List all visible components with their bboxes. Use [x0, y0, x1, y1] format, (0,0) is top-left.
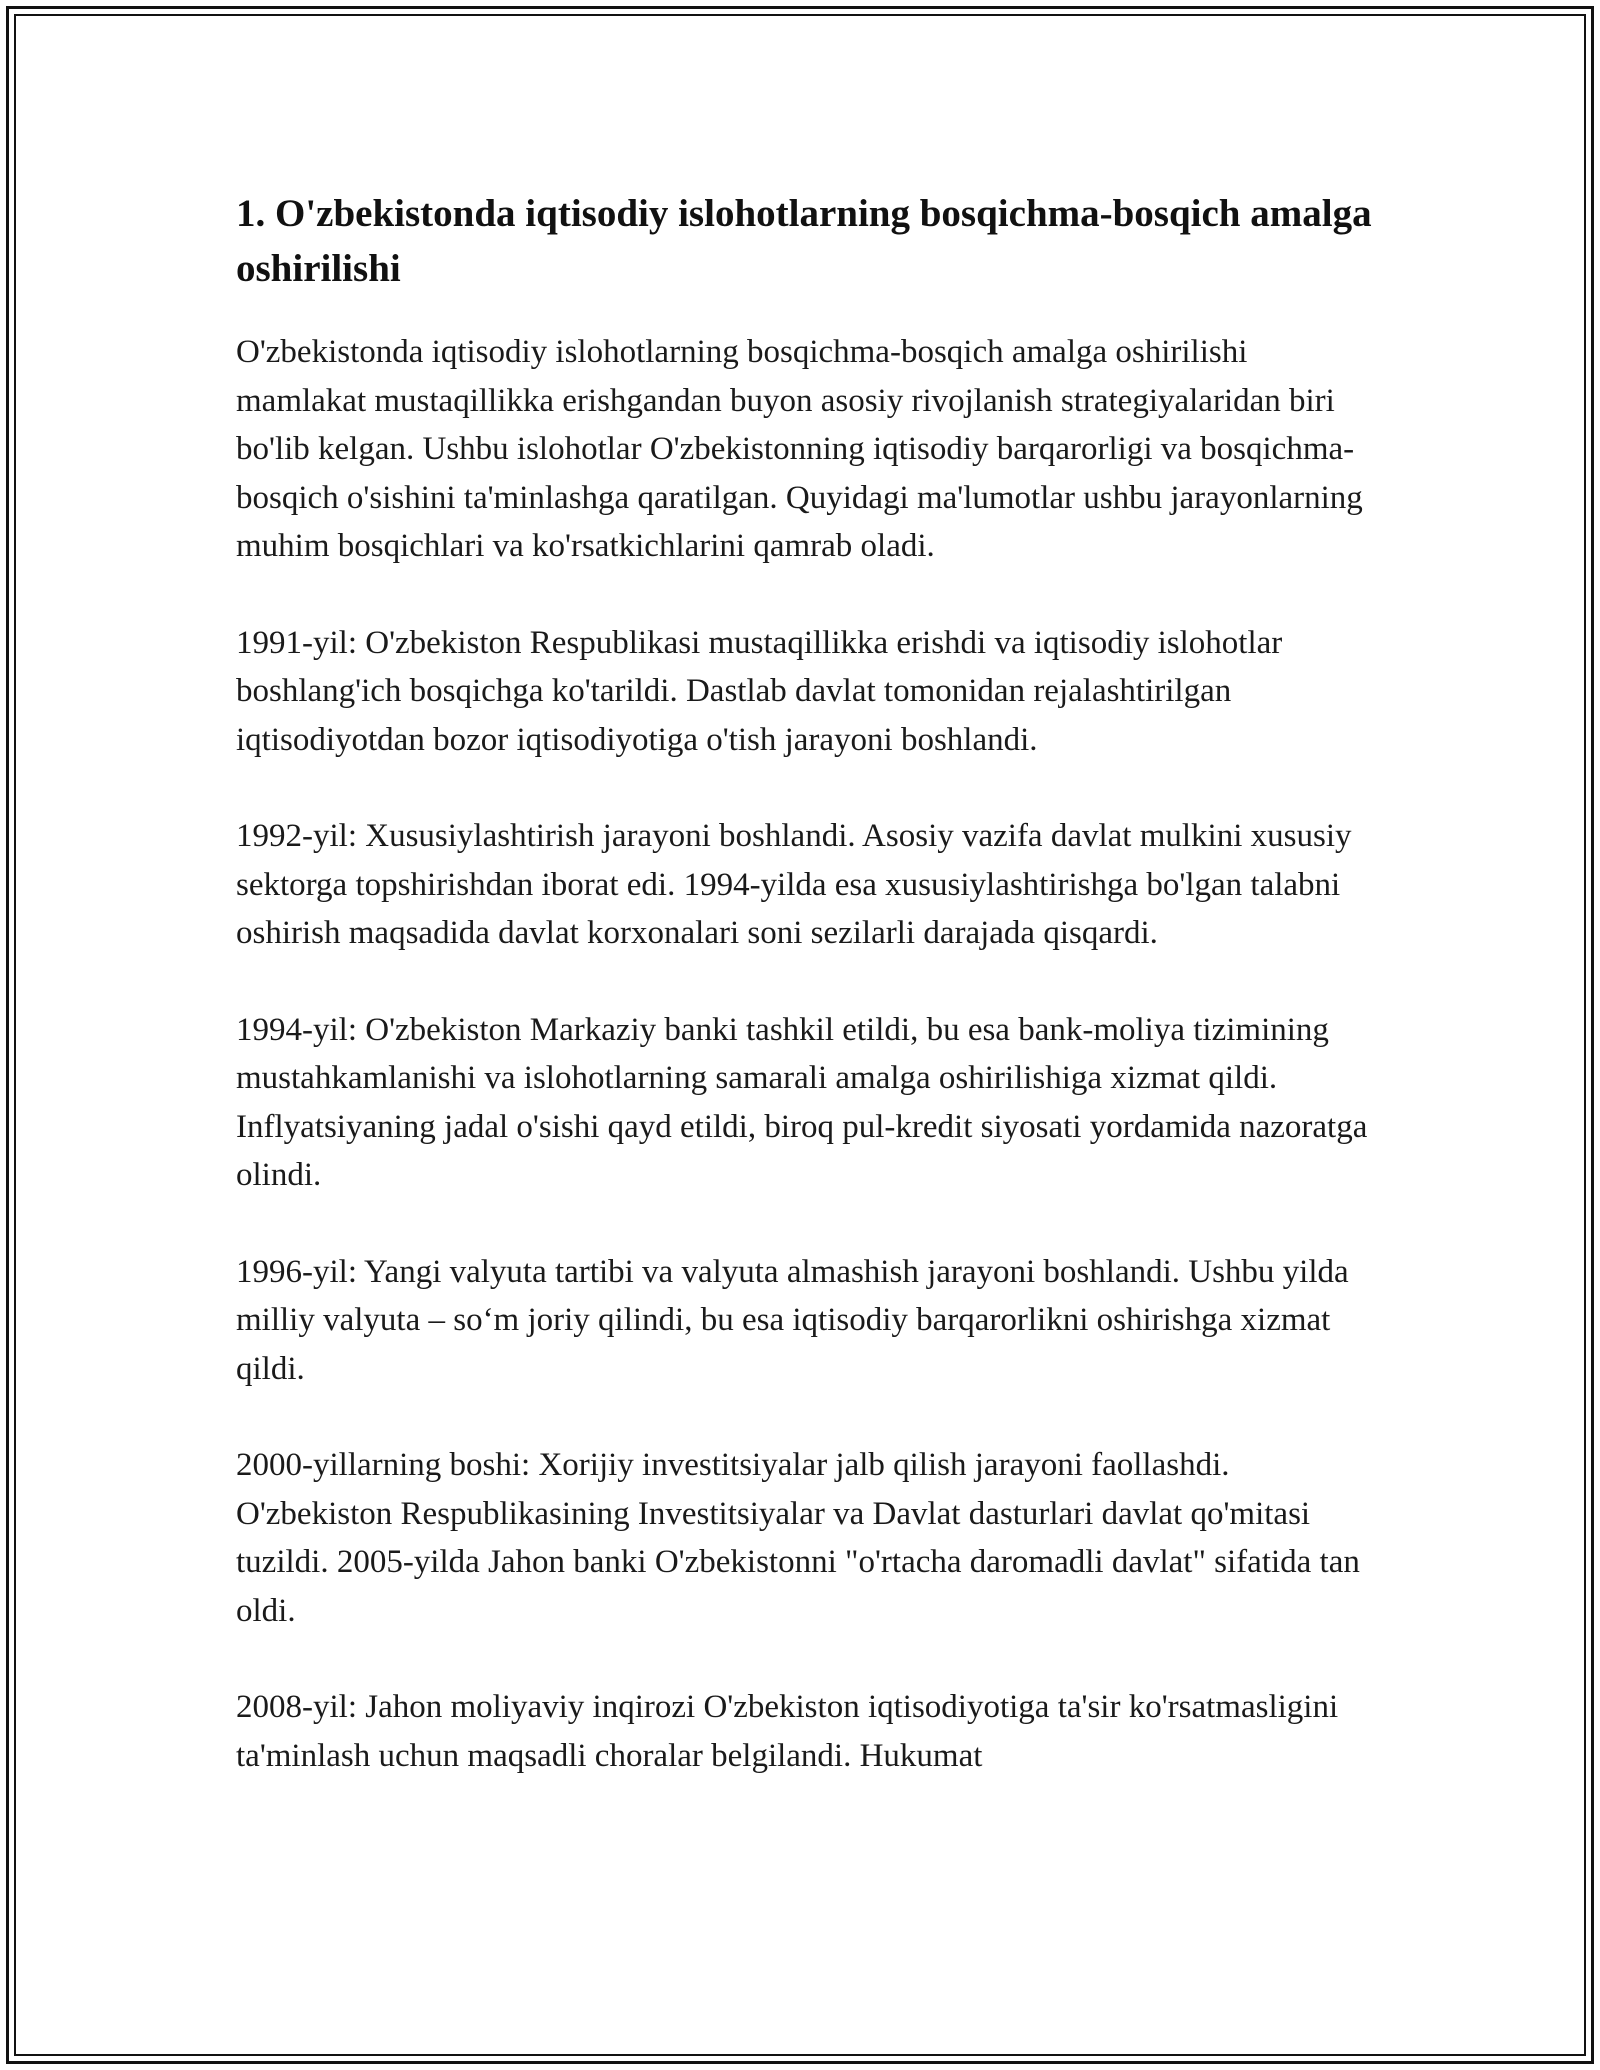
section-heading: 1. O'zbekistonda iqtisodiy islohotlarning bosqichma-bosqich amalga oshirilishi [236, 192, 1372, 290]
paragraph-2000s: 2000-yillarning boshi: Xorijiy investitsiyalar jalb qilish jarayoni faollashdi. O'zbekiston Respublikasining Investitsiyalar va Davlat dasturlari davlat qo'mitasi tuzildi. 2005-yilda Jahon banki O'zbekistonni "o'rtacha daromadli davlat" sifatida tan oldi. [236, 1447, 1360, 1629]
paragraph-2008: 2008-yil: Jahon moliyaviy inqirozi O'zbekiston iqtisodiyotiga ta'sir ko'rsatmasligini ta'minlash uchun maqsadli choralar belgilandi. Hukumat [236, 1689, 1339, 1774]
paragraph-1994: 1994-yil: O'zbekiston Markaziy banki tashkil etildi, bu esa bank-moliya tizimining mustahkamlanishi va islohotlarning samarali amalga oshirilishiga xizmat qildi. Inflyatsiyaning jadal o'sishi qayd etildi, biroq pul-kredit siyosati yordamida nazoratga olindi. [236, 1011, 1368, 1193]
paragraph-1996: 1996-yil: Yangi valyuta tartibi va valyuta almashish jarayoni boshlandi. Ushbu yilda milliy valyuta – so‘m joriy qilindi, bu esa iqtisodiy barqarorlikni oshirishga xizmat qildi. [236, 1253, 1349, 1387]
paragraph-1991: 1991-yil: O'zbekiston Respublikasi mustaqillikka erishdi va iqtisodiy islohotlar boshlang'ich bosqichga ko'tarildi. Dastlab davlat tomonidan rejalashtirilgan iqtisodiyotdan bozor iqtisodiyotiga o'tish jarayoni boshlandi. [236, 624, 1283, 758]
paragraph-1992: 1992-yil: Xususiylashtirish jarayoni boshlandi. Asosiy vazifa davlat mulkini xususiy sektorga topshirishdan iborat edi. 1994-yilda esa xususiylashtirishga bo'lgan talabni oshirish maqsadida davlat korxonalari soni sezilarli darajada qisqardi. [236, 818, 1352, 951]
document-body [236, 186, 1376, 1828]
intro-paragraph: O'zbekistonda iqtisodiy islohotlarning bosqichma-bosqich amalga oshirilishi mamlakat mustaqillikka erishgandan buyon asosiy rivojlanish strategiyalaridan biri bo'lib kelgan. Ushbu islohotlar O'zbekistonning iqtisodiy barqarorligi va bosqichma-bosqich o'sishini ta'minlashga qaratilgan. Quyidagi ma'lumotlar ushbu jarayonlarning muhim bosqichlari va ko'rsatkichlarini qamrab oladi. [236, 334, 1363, 564]
